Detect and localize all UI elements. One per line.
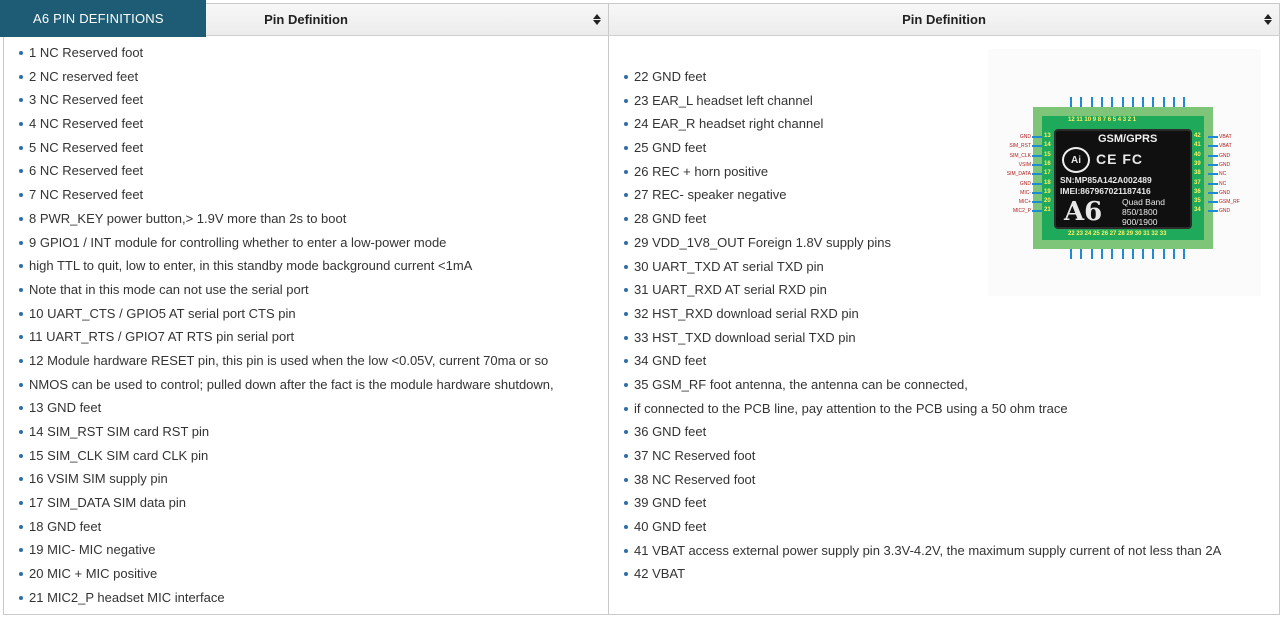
bullet-icon <box>624 478 628 482</box>
list-item-text: 17 SIM_DATA SIM data pin <box>29 495 187 511</box>
pin-label: GND <box>1019 180 1031 187</box>
pin-label: MIC- <box>1020 189 1031 196</box>
pin-number: 17 <box>1044 170 1051 177</box>
pin-lead <box>1032 201 1042 203</box>
bullet-icon <box>19 572 23 576</box>
list-item-text: 7 NC Reserved feet <box>29 187 144 203</box>
bullet-icon <box>19 122 23 126</box>
list-item <box>19 471 554 495</box>
list-item-text: 36 GND feet <box>634 424 707 440</box>
bullet-icon <box>19 193 23 197</box>
list-item-text: 31 UART_RXD AT serial RXD pin <box>634 282 827 298</box>
pin-label: GND <box>1219 152 1231 159</box>
bullet-icon <box>624 288 628 292</box>
list-item <box>19 542 554 566</box>
bullet-icon <box>19 241 23 245</box>
list-item-text: NMOS can be used to control; pulled down after the fact is the module hardware shutdown, <box>29 376 554 392</box>
pin-number: 36 <box>1194 188 1201 195</box>
list-item <box>624 330 1221 354</box>
list-item-text: 5 NC Reserved feet <box>29 139 144 155</box>
bullet-icon <box>624 549 628 553</box>
list-item <box>19 140 554 164</box>
list-item-text: 23 EAR_L headset left channel <box>634 92 813 108</box>
list-item-text: 34 GND feet <box>634 353 707 369</box>
pin-lead <box>1101 97 1103 107</box>
list-item-text: 42 VBAT <box>634 566 686 582</box>
bullet-icon <box>624 407 628 411</box>
list-item-text: 9 GPIO1 / INT module for controlling whether to enter a low-power mode <box>29 234 447 250</box>
pin-lead <box>1163 249 1165 259</box>
pin-lead <box>1111 249 1113 259</box>
list-item <box>19 282 554 306</box>
pin-lead <box>1163 97 1165 107</box>
pin-number: 38 <box>1194 170 1201 177</box>
bullet-icon <box>19 548 23 552</box>
pin-lead <box>1101 249 1103 259</box>
bullet-icon <box>19 288 23 292</box>
pin-lead <box>1152 97 1154 107</box>
list-item <box>19 92 554 116</box>
list-item <box>19 211 554 235</box>
pin-number: 14 <box>1044 142 1051 149</box>
pin-label: VBAT <box>1219 143 1232 150</box>
bullet-icon <box>624 501 628 505</box>
list-item-text: 10 UART_CTS / GPIO5 AT serial port CTS pin <box>29 305 296 321</box>
pin-label: GND <box>1219 189 1231 196</box>
pin-lead <box>1208 183 1218 185</box>
list-item-text: 20 MIC + MIC positive <box>29 566 158 582</box>
list-item-text: 24 EAR_R headset right channel <box>634 116 824 132</box>
pin-lead <box>1173 249 1175 259</box>
list-item <box>19 519 554 543</box>
bullet-icon <box>624 383 628 387</box>
pin-number: 41 <box>1194 142 1201 149</box>
pin-lead <box>1152 249 1154 259</box>
bullet-icon <box>624 430 628 434</box>
imei-number: IMEI:867967021187416 <box>1060 186 1151 196</box>
table-body <box>4 36 1279 614</box>
column-header-label: Pin Definition <box>902 12 986 27</box>
pin-number: 13 <box>1044 133 1051 139</box>
list-item <box>19 495 554 519</box>
list-item-text: 3 NC Reserved feet <box>29 92 144 108</box>
pin-list-left <box>19 45 554 614</box>
bullet-icon <box>19 525 23 529</box>
list-item-text: 35 GSM_RF foot antenna, the antenna can be connected, <box>634 376 968 392</box>
list-item <box>624 543 1221 567</box>
list-item-text: 11 UART_RTS / GPIO7 AT RTS pin serial port <box>29 329 295 345</box>
bullet-icon <box>19 217 23 221</box>
table-cell-right <box>609 36 1279 614</box>
pin-number: 18 <box>1044 179 1051 186</box>
list-item <box>19 163 554 187</box>
bullet-icon <box>624 193 628 197</box>
list-item <box>19 377 554 401</box>
bullet-icon <box>19 75 23 79</box>
bullet-icon <box>19 264 23 268</box>
bullet-icon <box>19 430 23 434</box>
list-item-text: 6 NC Reserved feet <box>29 163 144 179</box>
pin-label: GND <box>1019 134 1031 140</box>
bullet-icon <box>19 596 23 600</box>
bullet-icon <box>19 312 23 316</box>
list-item-text: 39 GND feet <box>634 495 707 511</box>
bullet-icon <box>19 98 23 102</box>
bullet-icon <box>624 265 628 269</box>
list-item-text: 30 UART_TXD AT serial TXD pin <box>634 258 824 274</box>
pin-lead <box>1208 192 1218 194</box>
list-item-text: 2 NC reserved feet <box>29 68 139 84</box>
pin-lead <box>1122 249 1124 259</box>
band-line: 900/1900 <box>1122 217 1158 227</box>
pin-lead <box>1032 164 1042 166</box>
pin-lead <box>1142 249 1144 259</box>
pin-lead <box>1208 210 1218 212</box>
pin-lead <box>1208 145 1218 147</box>
pin-lead <box>1091 97 1093 107</box>
chip-brand: GSM/GPRS <box>1098 133 1158 145</box>
pin-lead <box>1032 183 1042 185</box>
pin-lead <box>1173 97 1175 107</box>
pin-label: SIM_DATA <box>1006 171 1031 178</box>
pin-label: GSM_RF <box>1219 199 1240 206</box>
list-item-text: 1 NC Reserved foot <box>29 45 144 60</box>
gsm-chip <box>1054 129 1192 229</box>
bottom-pin-numbers: 22 23 24 25 26 27 28 29 30 31 32 33 <box>1068 231 1167 237</box>
pin-number: 16 <box>1044 160 1051 167</box>
bullet-icon <box>19 383 23 387</box>
list-item-text: 12 Module hardware RESET pin, this pin is used when the low <0.05V, current 70ma or so <box>29 352 549 368</box>
pin-number: 37 <box>1194 179 1201 186</box>
pin-number: 15 <box>1044 151 1051 158</box>
pin-lead <box>1208 201 1218 203</box>
list-item <box>19 235 554 259</box>
pin-label: VSIM <box>1018 161 1031 168</box>
list-item-text: 22 GND feet <box>634 69 707 84</box>
table-cell-left <box>4 36 609 614</box>
pin-lead <box>1032 136 1042 138</box>
list-item-text: 32 HST_RXD download serial RXD pin <box>634 305 859 321</box>
pin-lead <box>1032 192 1042 194</box>
list-item-text: 18 GND feet <box>29 518 102 534</box>
list-item-text: 40 GND feet <box>634 519 707 535</box>
list-item <box>624 353 1221 377</box>
list-item <box>19 329 554 353</box>
pin-number: 19 <box>1044 188 1051 195</box>
pin-definition-table <box>3 3 1280 615</box>
list-item-text: if connected to the PCB line, pay attention to the PCB using a 50 ohm trace <box>634 400 1068 416</box>
list-item-text: 15 SIM_CLK SIM card CLK pin <box>29 447 209 463</box>
band-info <box>1122 197 1165 227</box>
bullet-icon <box>624 99 628 103</box>
model-name: A6 <box>1064 197 1103 227</box>
list-item <box>624 448 1221 472</box>
pin-number: 35 <box>1194 198 1201 205</box>
bullet-icon <box>19 335 23 339</box>
list-item-text: 26 REC + horn positive <box>634 163 769 179</box>
list-item <box>624 401 1221 425</box>
list-item-text: high TTL to quit, low to enter, in this standby mode background current <1mA <box>29 258 473 274</box>
pin-number: 20 <box>1044 198 1051 205</box>
bullet-icon <box>624 572 628 576</box>
bullet-icon <box>19 454 23 458</box>
pin-lead <box>1142 97 1144 107</box>
column-header-right[interactable] <box>609 4 1279 35</box>
pin-lead <box>1208 173 1218 175</box>
pin-number: 39 <box>1194 160 1201 167</box>
pin-lead <box>1032 173 1042 175</box>
pin-number: 40 <box>1194 151 1201 158</box>
pin-label: SIM_CLK <box>1009 152 1031 159</box>
pin-lead <box>1208 155 1218 157</box>
list-item <box>19 69 554 93</box>
list-item-text: 37 NC Reserved foot <box>634 448 756 463</box>
pin-label: VBAT <box>1219 134 1232 140</box>
list-item <box>19 116 554 140</box>
list-item <box>19 353 554 377</box>
list-item <box>19 566 554 590</box>
sort-icon[interactable] <box>1264 13 1272 27</box>
pin-label: MIC2_P <box>1012 208 1031 215</box>
list-item-text: 28 GND feet <box>634 211 707 227</box>
list-item <box>19 400 554 424</box>
list-item-text: 33 HST_TXD download serial TXD pin <box>634 329 856 345</box>
list-item-text: 21 MIC2_P headset MIC interface <box>29 589 225 605</box>
list-item <box>624 519 1221 543</box>
serial-number: SN:MP85A142A002489 <box>1060 175 1152 185</box>
top-pin-numbers: 12 11 10 9 8 7 6 5 4 3 2 1 <box>1068 117 1137 123</box>
pin-label: SIM_RST <box>1009 143 1031 150</box>
pin-lead <box>1032 210 1042 212</box>
list-item-text: 14 SIM_RST SIM card RST pin <box>29 424 210 439</box>
list-item <box>624 377 1221 401</box>
list-item-text: 13 GND feet <box>29 400 102 416</box>
bullet-icon <box>19 406 23 410</box>
pin-label: MIC+ <box>1018 199 1031 206</box>
pin-lead <box>1070 249 1072 259</box>
pin-number: 42 <box>1194 133 1201 139</box>
list-item-text: 19 MIC- MIC negative <box>29 542 156 558</box>
a6-module-image <box>988 49 1261 296</box>
pin-lead <box>1111 97 1113 107</box>
bullet-icon <box>624 75 628 79</box>
list-item-text: 25 GND feet <box>634 140 707 156</box>
bullet-icon <box>624 241 628 245</box>
pin-lead <box>1091 249 1093 259</box>
pin-lead <box>1183 97 1185 107</box>
bullet-icon <box>19 146 23 150</box>
bullet-icon <box>624 454 628 458</box>
bullet-icon <box>624 217 628 221</box>
list-item <box>19 258 554 282</box>
pin-label: GND <box>1219 161 1231 168</box>
list-item-text: 27 REC- speaker negative <box>634 187 787 203</box>
bullet-icon <box>19 477 23 481</box>
bullet-icon <box>624 122 628 126</box>
pin-label: NC <box>1219 180 1227 187</box>
pin-lead <box>1183 249 1185 259</box>
list-item-text: 8 PWR_KEY power button,> 1.9V more than 2s to boot <box>29 210 347 226</box>
bullet-icon <box>624 312 628 316</box>
pin-label: NC <box>1219 171 1227 178</box>
bullet-icon <box>624 170 628 174</box>
list-item <box>19 590 554 614</box>
column-header-label: Pin Definition <box>264 12 348 27</box>
list-item <box>624 495 1221 519</box>
pin-lead <box>1080 249 1082 259</box>
list-item-text: 16 VSIM SIM supply pin <box>29 471 168 487</box>
band-line: 850/1800 <box>1122 207 1158 217</box>
list-item <box>19 424 554 448</box>
bullet-icon <box>19 169 23 173</box>
list-item <box>624 566 1221 590</box>
list-item <box>19 448 554 472</box>
band-line: Quad Band <box>1122 197 1166 207</box>
list-item <box>19 306 554 330</box>
certification-marks: CE FC <box>1096 151 1143 167</box>
pin-lead <box>1122 97 1124 107</box>
bullet-icon <box>624 359 628 363</box>
pin-lead <box>1132 249 1134 259</box>
bullet-icon <box>19 359 23 363</box>
list-item-text: 4 NC Reserved feet <box>29 116 144 132</box>
list-item-text: 41 VBAT access external power supply pin 3.3V-4.2V, the maximum supply current of not less than 2A <box>634 542 1222 558</box>
bullet-icon <box>624 146 628 150</box>
list-item-text: Note that in this mode can not use the serial port <box>29 281 309 297</box>
list-item <box>624 472 1221 496</box>
bullet-icon <box>624 525 628 529</box>
list-item-text: 38 NC Reserved foot <box>634 471 756 487</box>
list-item <box>624 306 1221 330</box>
bullet-icon <box>624 336 628 340</box>
pin-lead <box>1070 97 1072 107</box>
list-item <box>19 187 554 211</box>
pin-number: 34 <box>1194 207 1201 214</box>
pin-lead <box>1208 164 1218 166</box>
sort-icon[interactable] <box>593 13 601 27</box>
pin-number: 21 <box>1044 207 1051 214</box>
pin-lead <box>1032 155 1042 157</box>
pin-lead <box>1032 145 1042 147</box>
tab-a6-pin-definitions[interactable]: A6 PIN DEFINITIONS <box>0 0 206 37</box>
ai-logo-icon: Ai <box>1062 147 1090 173</box>
pin-lead <box>1208 136 1218 138</box>
pin-label: GND <box>1219 208 1231 215</box>
pin-lead <box>1132 97 1134 107</box>
bullet-icon <box>19 501 23 505</box>
list-item <box>19 45 554 69</box>
list-item-text: 29 VDD_1V8_OUT Foreign 1.8V supply pins <box>634 234 892 250</box>
bullet-icon <box>19 51 23 55</box>
list-item <box>624 424 1221 448</box>
pin-lead <box>1080 97 1082 107</box>
